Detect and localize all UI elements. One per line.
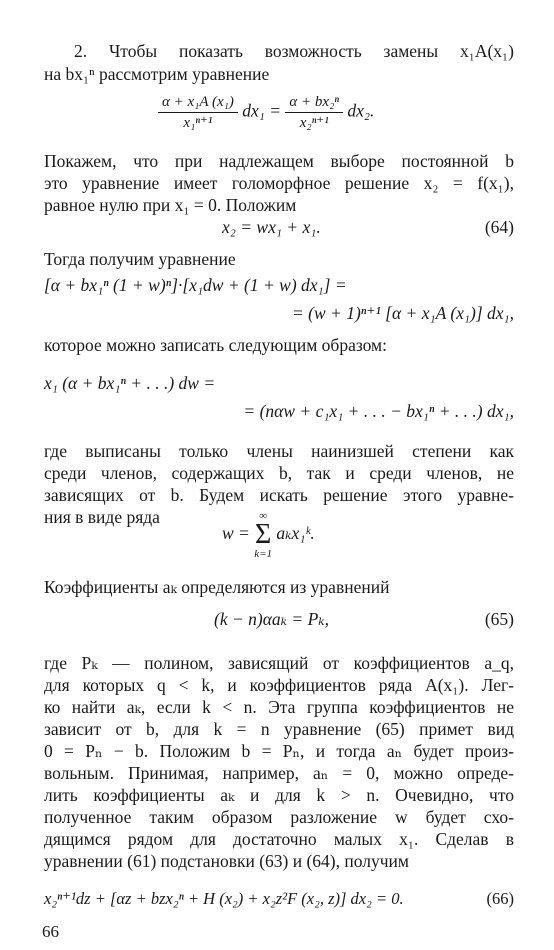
- text-line-17: 0 = Pₙ − b. Положим b = Pₙ, и тогда aₙ будет произ-: [44, 741, 514, 761]
- summation-sign: Σ: [254, 519, 272, 550]
- text-line-20: полученное таким образом разложение w будет схо-: [44, 807, 514, 827]
- equation-number-64: (64): [484, 217, 514, 237]
- equation-substituted-line-2: = (w + 1)ⁿ⁺¹ [α + x₁A (x₁)] dx₁,: [291, 303, 514, 323]
- text-line-16: зависит от b, для k = n уравнение (65) примет вид: [44, 719, 514, 739]
- text-line-4: это уравнение имеет голоморфное решение x₂ = f(x₁),: [44, 173, 514, 193]
- equation-ratio-middle: dx₁ =: [242, 100, 282, 121]
- text-line-7: которое можно записать следующим образом:: [44, 335, 387, 355]
- text-line-18: вольным. Принимая, например, aₙ = 0, можно опреде-: [44, 763, 514, 783]
- text-line-12: Коэффициенты aₖ определяются из уравнений: [44, 577, 390, 597]
- equation-series: [222, 510, 315, 560]
- text-line-11: ния в виде ряда: [44, 507, 160, 527]
- text-line-22: уравнении (61) подстановки (63) и (64), получим: [44, 851, 409, 871]
- text-line-3: Покажем, что при надлежащем выборе постоянной b: [44, 151, 514, 171]
- summation-upper-limit: ∞: [259, 510, 268, 522]
- equation-ratio-end: dx₂.: [347, 100, 375, 121]
- text-line-5: равное нулю при x₁ = 0. Положим: [44, 195, 297, 215]
- fraction-right-numerator: α + bx₂ⁿ: [285, 92, 343, 113]
- text-line-19: лить коэффициенты aₖ и для k > n. Очевидно, что: [44, 785, 514, 805]
- text-line-2: на bx₁ⁿ рассмотрим уравнение: [44, 64, 270, 84]
- equation-number-65: (65): [484, 609, 514, 629]
- fraction-left: [158, 92, 238, 133]
- text-line-8: где выписаны только члены наинизшей степени как: [44, 441, 514, 461]
- text-line-10: зависящих от b. Будем искать решение этого уравне-: [44, 485, 514, 505]
- fraction-right-denominator: x₂ⁿ⁺¹: [299, 115, 329, 131]
- equation-series-rhs: aₖx₁ᵏ.: [276, 523, 315, 544]
- page-number: 66: [42, 922, 59, 941]
- fraction-left-numerator: α + x₁A (x₁): [158, 92, 238, 113]
- equation-rewritten-line-2: = (nαw + c₁x₁ + . . . − bx₁ⁿ + . . .) dx₁,: [243, 401, 514, 421]
- summation: [254, 510, 272, 560]
- summation-lower-limit: k=1: [254, 548, 273, 560]
- text-line-14: для которых q < k, и коэффициентов ряда A(x₁). Лег-: [44, 675, 514, 695]
- text-line-15: ко найти aₖ, если k < n. Эта группа коэффициентов не: [44, 697, 514, 717]
- text-line-21: дящимся рядом для достаточно малых x₁. Сделав в: [44, 829, 514, 849]
- text-line-6: Тогда получим уравнение: [44, 249, 236, 269]
- equation-series-lhs: w =: [222, 523, 250, 544]
- equation-65: (k − n)αaₖ = Pₖ,: [214, 609, 330, 629]
- equation-number-66: (66): [486, 889, 514, 908]
- fraction-right: [285, 92, 343, 133]
- text-line-1: 2. Чтобы показать возможность замены x₁A(x₁): [74, 41, 514, 61]
- text-line-9: среди членов, содержащих b, так и среди членов, не: [44, 463, 514, 483]
- equation-66: x₂ⁿ⁺¹dz + [αz + bzx₂ⁿ + H (x₂) + x₂z²F (x₂, z)] dx₂ = 0.: [44, 889, 404, 908]
- equation-rewritten-line-1: x₁ (α + bx₁ⁿ + . . .) dw =: [44, 373, 216, 393]
- equation-substituted-line-1: [α + bx₁ⁿ (1 + w)ⁿ]·[x₁dw + (1 + w) dx₁] =: [44, 275, 347, 295]
- equation-64: x₂ = wx₁ + x₁.: [222, 217, 321, 237]
- text-line-13: где Pₖ — полином, зависящий от коэффициентов a_q,: [44, 653, 514, 673]
- equation-ratio: [158, 92, 374, 133]
- fraction-left-denominator: x₁ⁿ⁺¹: [183, 115, 213, 131]
